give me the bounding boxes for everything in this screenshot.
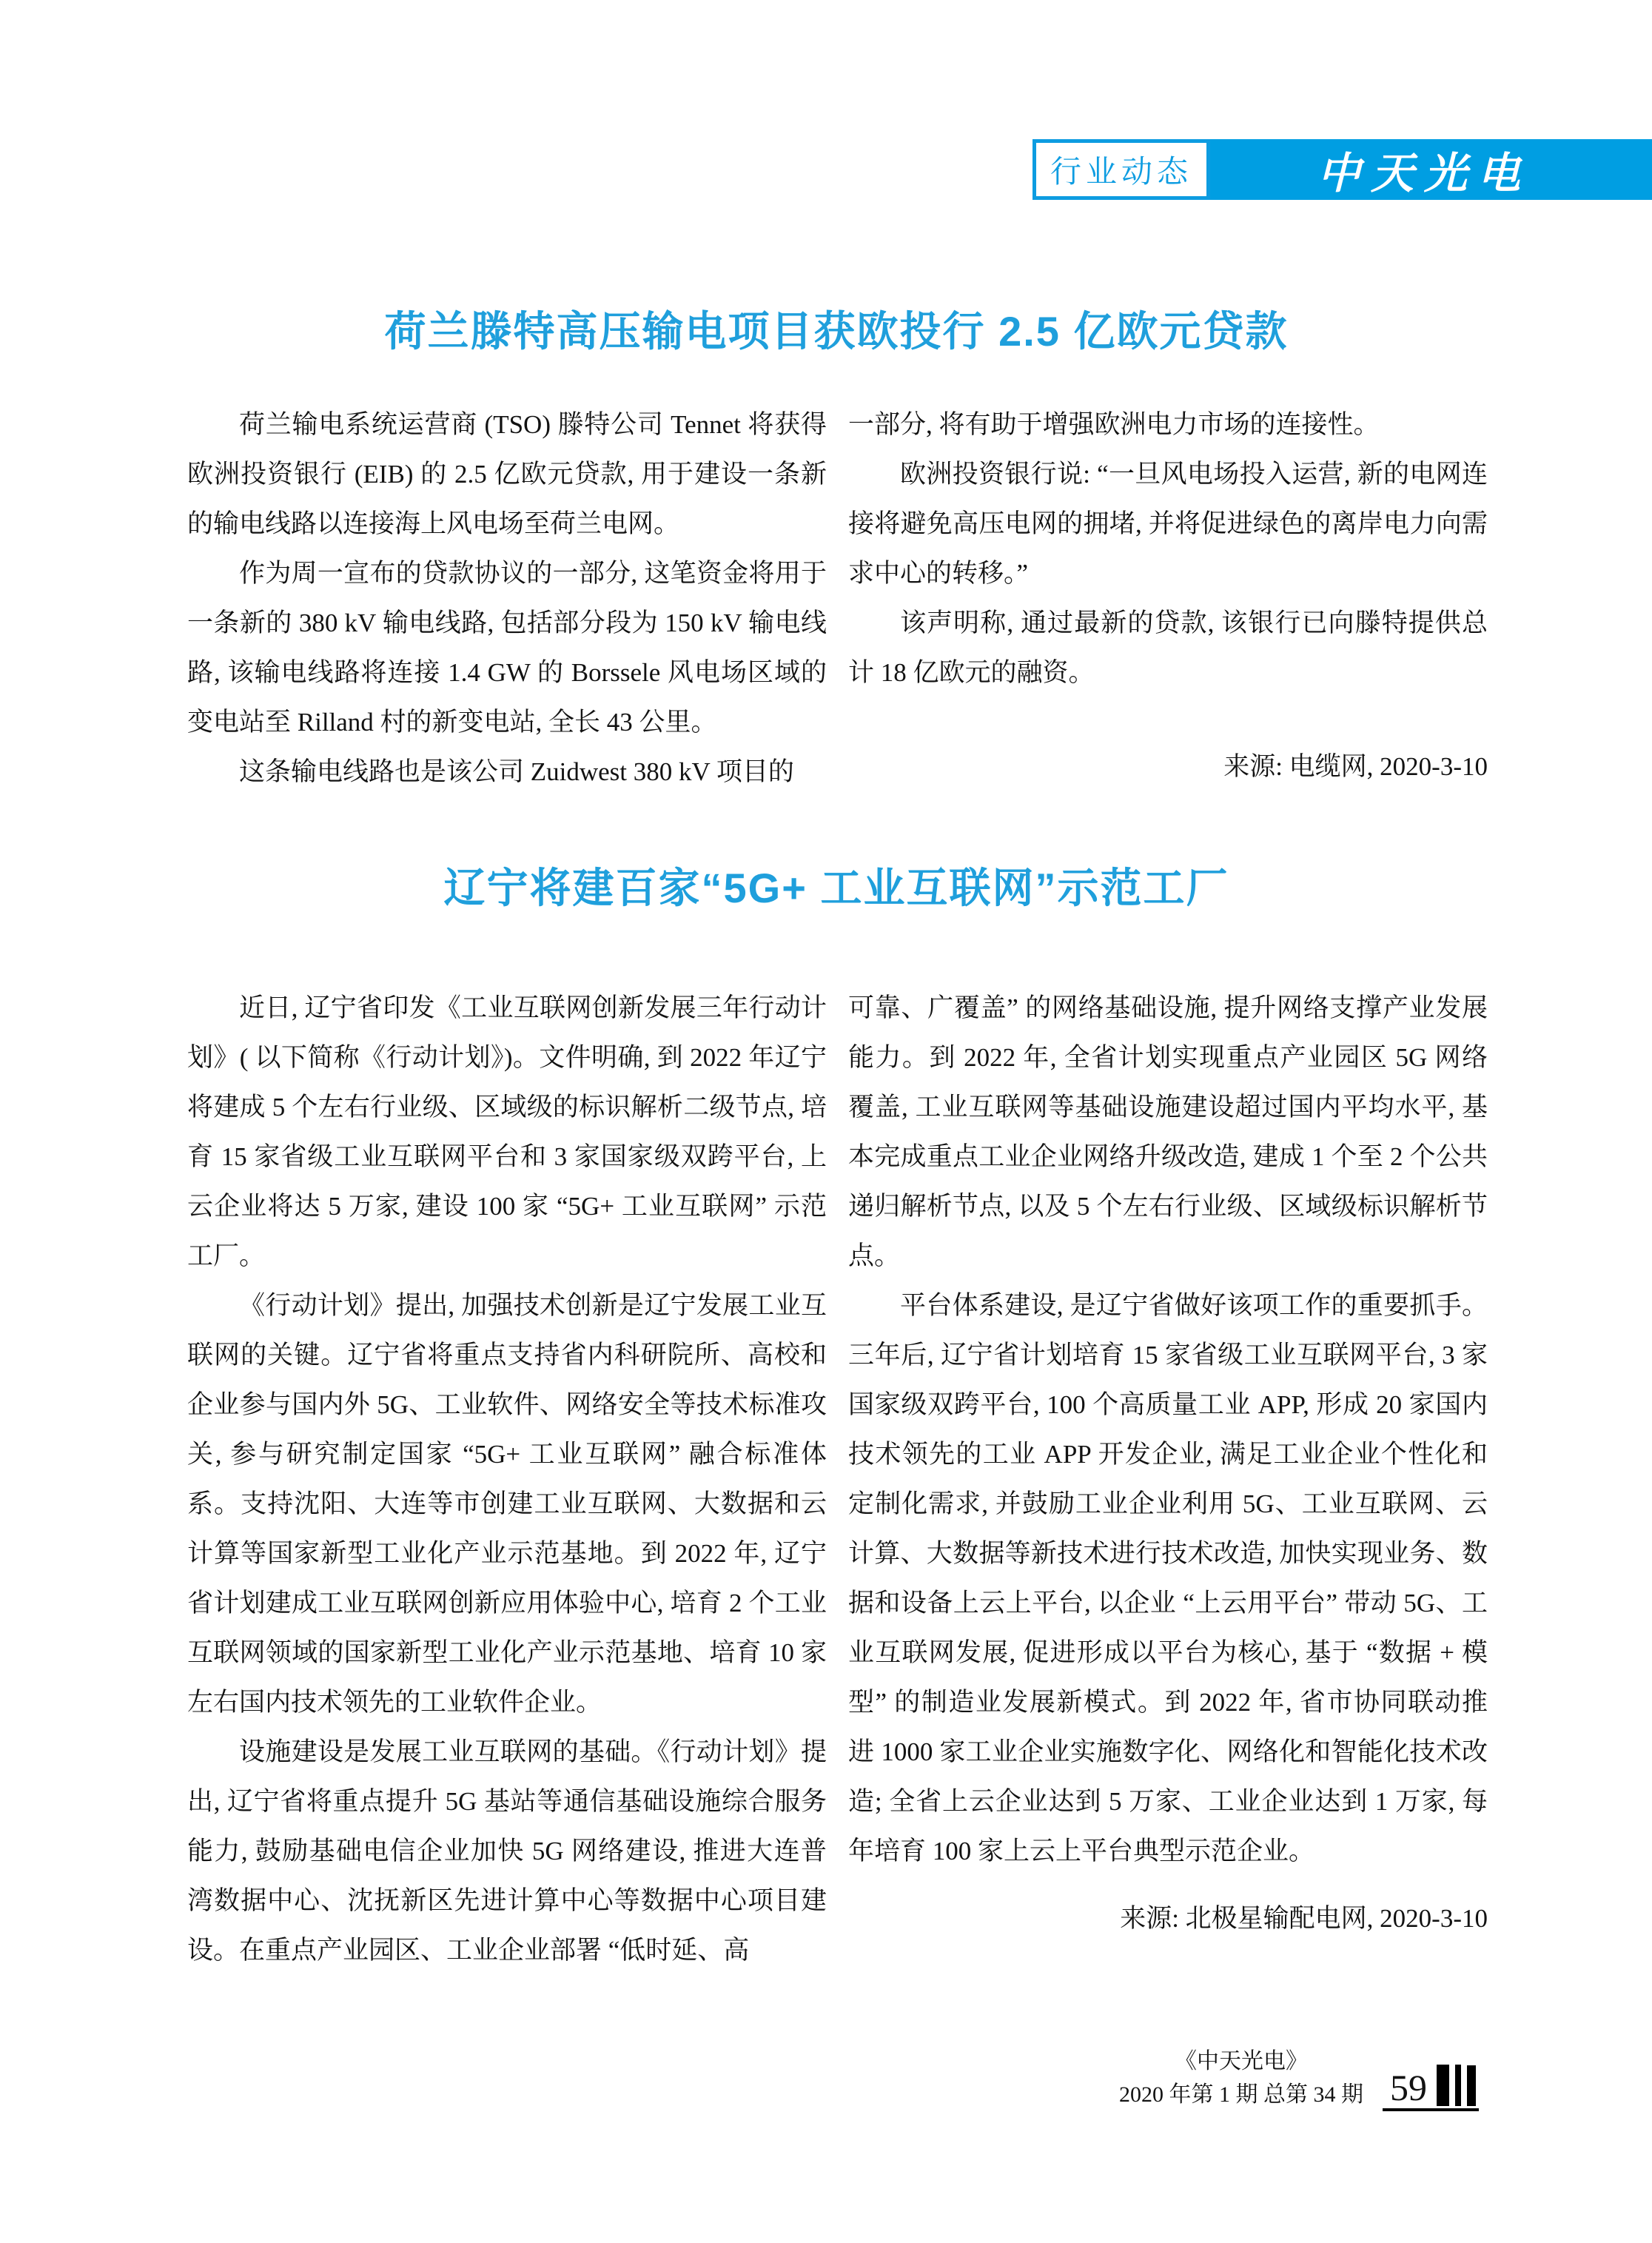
- page-footer: [1119, 2045, 1479, 2111]
- article1-left-column: [187, 400, 827, 797]
- page-header: [1032, 139, 1652, 200]
- footer-journal-name: 《中天光电》: [1175, 2049, 1308, 2073]
- paragraph: 荷兰输电系统运营商 (TSO) 滕特公司 Tennet 将获得欧洲投资银行 (EIB) 的 2.5 亿欧元贷款, 用于建设一条新的输电线路以连接海上风电场至荷兰电网。: [187, 410, 827, 538]
- bar: [1467, 2065, 1476, 2106]
- paragraph: 设施建设是发展工业互联网的基础。《行动计划》提出, 辽宁省将重点提升 5G 基站等通信基础设施综合服务能力, 鼓励基础电信企业加快 5G 网络建设, 推进大连普湾数据中心、沈抚新区先进计算中心等数据中心项目建设。在重点产业园区、工业企业部署 “低时延、高: [187, 1737, 827, 1965]
- page-number-group: [1383, 2065, 1479, 2111]
- section-label: 行业动态: [1050, 154, 1192, 189]
- article1-body: [187, 400, 1488, 797]
- article2-left-column: [187, 983, 827, 1975]
- paragraph: 可靠、广覆盖” 的网络基础设施, 提升网络支撑产业发展能力。到 2022 年, 全省计划实现重点产业园区 5G 网络覆盖, 工业互联网等基础设施建设超过国内平均水平, 基本完成重点工业企业网络升级改造, 建成 1 个至 2 个公共递归解析节点, 以及 5 个左右行业级、区域级标识解析节点。: [848, 993, 1488, 1270]
- source-line: 来源: 电缆网, 2020-3-10: [1223, 752, 1488, 781]
- paragraph: 作为周一宣布的贷款协议的一部分, 这笔资金将用于一条新的 380 kV 输电线路, 包括部分段为 150 kV 输电线路, 该输电线路将连接 1.4 GW 的 Borssele 风电场区域的变电站至 Rilland 村的新变电站, 全长 43 公里。: [187, 559, 827, 737]
- brand-band: [1210, 139, 1652, 200]
- footer-issue-info: 2020 年第 1 期 总第 34 期: [1119, 2082, 1363, 2107]
- footer-text: [1119, 2045, 1363, 2111]
- source-line: 来源: 北极星输配电网, 2020-3-10: [1120, 1904, 1488, 1933]
- article2-title: 辽宁将建百家“5G+ 工业互联网”示范工厂: [443, 865, 1229, 911]
- paragraph: 该声明称, 通过最新的贷款, 该银行已向滕特提供总计 18 亿欧元的融资。: [848, 608, 1488, 687]
- page-number-bars: [1437, 2065, 1476, 2106]
- paragraph: 这条输电线路也是该公司 Zuidwest 380 kV 项目的: [239, 757, 794, 786]
- paragraph: 近日, 辽宁省印发《工业互联网创新发展三年行动计划》( 以下简称《行动计划》)。文件明确, 到 2022 年辽宁将建成 5 个左右行业级、区域级的标识解析二级节点, 培育 15 家省级工业互联网平台和 3 家国家级双跨平台, 上云企业将达 5 万家, 建设 100 家 “5G+ 工业互联网” 示范工厂。: [187, 993, 827, 1270]
- section-badge: [1032, 139, 1210, 200]
- paragraph: 一部分, 将有助于增强欧洲电力市场的连接性。: [848, 410, 1380, 439]
- article2-body: [187, 983, 1488, 1975]
- bar: [1455, 2065, 1461, 2106]
- paragraph: 平台体系建设, 是辽宁省做好该项工作的重要抓手。三年后, 辽宁省计划培育 15 家省级工业互联网平台, 3 家国家级双跨平台, 100 个高质量工业 APP, 形成 20 家国内技术领先的工业 APP 开发企业, 满足工业企业个性化和定制化需求, 并鼓励工业企业利用 5G、工业互联网、云计算、大数据等新技术进行技术改造, 加快实现业务、数据和设备上云上平台, 以企业 “上云用平台” 带动 5G、工业互联网发展, 促进形成以平台为核心, 基于 “数据 + 模型” 的制造业发展新模式。到 2022 年, 省市协同联动推进 1000 家工业企业实施数字化、网络化和智能化技术改造; 全省上云企业达到 5 万家、工业企业达到 1 万家, 每年培育 100 家上云上平台典型示范企业。: [848, 1291, 1488, 1865]
- article1-title: 荷兰滕特高压输电项目获欧投行 2.5 亿欧元贷款: [384, 308, 1289, 355]
- article2-right-column: [848, 983, 1488, 1975]
- paragraph: 《行动计划》提出, 加强技术创新是辽宁发展工业互联网的关键。辽宁省将重点支持省内科研院所、高校和企业参与国内外 5G、工业软件、网络安全等技术标准攻关, 参与研究制定国家 “5G+ 工业互联网” 融合标准体系。支持沈阳、大连等市创建工业互联网、大数据和云计算等国家新型工业化产业示范基地。到 2022 年, 辽宁省计划建成工业互联网创新应用体验中心, 培育 2 个工业互联网领域的国家新型工业化产业示范基地、培育 10 家左右国内技术领先的工业软件企业。: [187, 1291, 827, 1717]
- bar: [1437, 2065, 1449, 2106]
- paragraph: 欧洲投资银行说: “一旦风电场投入运营, 新的电网连接将避免高压电网的拥堵, 并将促进绿色的离岸电力向需求中心的转移。”: [848, 460, 1488, 588]
- brand-logo: 中天光电: [1317, 150, 1531, 198]
- article1-right-column: [848, 400, 1488, 797]
- page-number: 59: [1390, 2067, 1427, 2108]
